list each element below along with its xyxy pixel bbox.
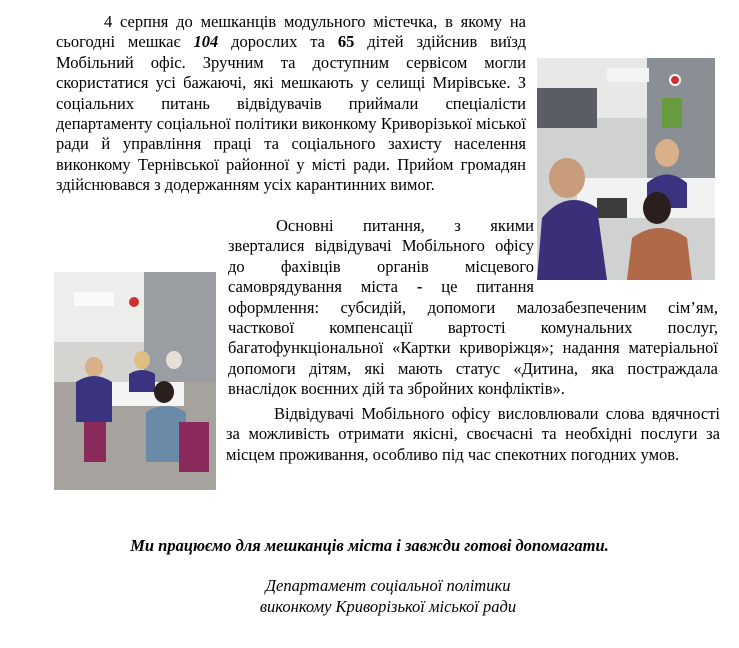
p2-dash: - [416,277,423,297]
p1-text-start: 4 серпня до мешканців модульного містечка, в якому на сьогодні мешкає [56,12,526,52]
signature-line-2: виконкому Криворізької міської ради [259,597,517,616]
signature-line-1: Департамент соціальної політики [265,576,511,595]
p2-text-end: це питання оформлення: субсидій, допомоги малозабезпеченим сім’ям, часткової компенсації вартості комунальних послуг, багатофункціональної «Картки криворіжця»; надання матеріальної допомоги дітям, які мають статус «Дитина, яка постраждала внаслідок воєнних дій та збройних конфліктів». [228,277,718,399]
photo-consultation-left-illustration [54,272,216,490]
photo-right-wrap-spacer-2 [534,216,718,278]
children-count: 65 [337,32,355,52]
slogan: Ми працюємо для мешканців міста і завжди готові допомагати. [130,536,609,555]
adults-count: 104 [193,32,219,52]
p3-text: Відвідувачі Мобільного офісу висловлювали слова вдячності за можливість отримати якісні, своєчасні та необхідні послуги за місцем проживання, особливо під час спекотних погодних умов. [226,404,720,464]
p2-text-start: Основні питання, з якими зверталися відвідувачі Мобільного офісу до фахівців органів місцевого самоврядування міста [228,216,534,297]
p1-text-end: дітей здійснив виїзд Мобільний офіс. Зручним та доступним сервісом могли скористатися усі бажаючі, які мешкають у селищі Мирівське. З соціальних питань відвідувачів приймали спеціалісти департаменту соціальної політики виконкому Криворізької міської ради й управління праці та соціального захисту населення виконкому Тернівської районної у місті ради. Прийом громадян здійснювався з додержанням усіх карантинних вимог. [56,32,527,195]
photo-consultation-left [54,272,216,490]
p1-text-mid: дорослих та [218,32,338,52]
paragraph-gratitude [226,404,720,465]
